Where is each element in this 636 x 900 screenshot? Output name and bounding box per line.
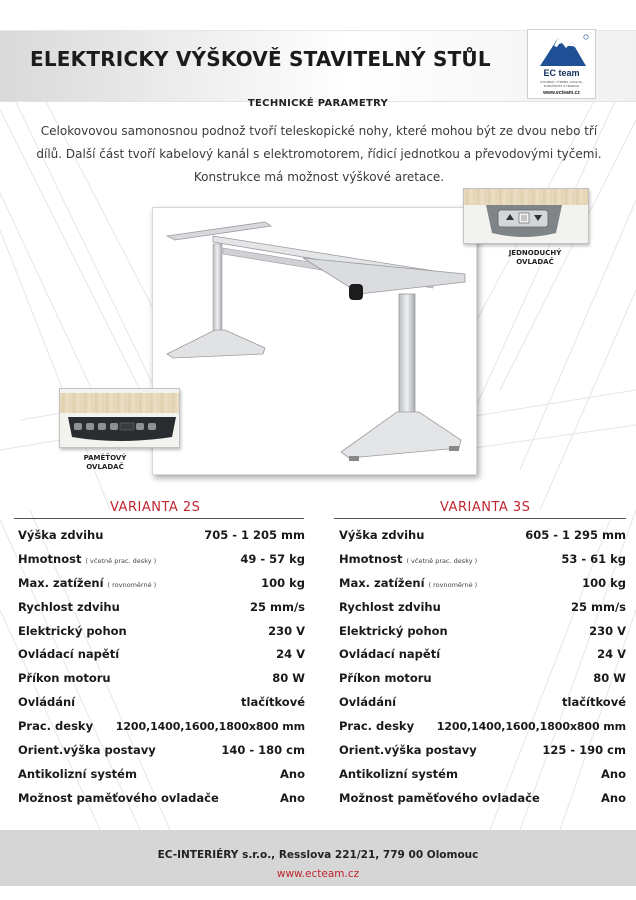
spec-label-text: Příkon motoru [339, 671, 432, 686]
spec-value: 125 - 190 cm [542, 743, 626, 758]
logo-brand-text: EC team [543, 68, 580, 78]
spec-label-text: Hmotnost [339, 551, 403, 566]
spec-label [18, 667, 111, 691]
simple-controller-caption: JEDNODUCHÝ OVLADAČ [508, 249, 562, 266]
spec-label [339, 763, 458, 787]
spec-row [18, 763, 305, 787]
spec-row [18, 787, 305, 811]
spec-label-text: Elektrický pohon [18, 623, 127, 638]
spec-row [339, 691, 626, 715]
spec-value: 80 W [272, 671, 305, 686]
spec-value: 140 - 180 cm [221, 743, 305, 758]
memory-controller-photo [59, 388, 180, 448]
spec-label-text: Ovládání [339, 695, 397, 710]
spec-label-text: Max. zatížení [18, 575, 104, 590]
spec-label-text: Výška zdvihu [18, 528, 104, 542]
spec-label-note: ( včetně prac. desky ) [406, 556, 478, 565]
spec-row [339, 643, 626, 667]
spec-row [18, 739, 305, 763]
spec-value: Ano [601, 766, 626, 781]
spec-value: 53 - 61 kg [561, 551, 626, 566]
spec-label [18, 596, 120, 620]
spec-value: 100 kg [261, 575, 305, 590]
spec-label-text: Elektrický pohon [339, 623, 448, 638]
spec-value: Ano [601, 790, 626, 805]
logo-mountain-icon [532, 32, 592, 68]
spec-value: 705 - 1 205 mm [204, 528, 305, 542]
spec-row [339, 763, 626, 787]
spec-row [18, 572, 305, 596]
desk-frame-illustration [153, 208, 476, 474]
spec-label [18, 715, 93, 739]
spec-label-text: Ovládací napětí [339, 647, 441, 662]
simple-controller-illustration [464, 189, 588, 243]
spec-label [18, 620, 127, 644]
spec-label-text: Ovládání [18, 695, 76, 710]
variant-3s-divider [334, 518, 626, 519]
spec-row [339, 548, 626, 572]
spec-label-note: ( včetně prac. desky ) [85, 556, 157, 565]
variant-3s-title: VARIANTA 3S [440, 500, 531, 515]
variant-3s-spec-table [339, 524, 626, 811]
spec-label-text: Prac. desky [339, 719, 415, 734]
spec-label-text: Možnost paměťového ovladače [18, 790, 219, 805]
spec-label [18, 691, 75, 715]
spec-row [339, 596, 626, 620]
spec-value: 605 - 1 295 mm [525, 528, 626, 542]
variant-2s-title: VARIANTA 2S [110, 500, 201, 515]
desk-frame-photo [152, 207, 477, 475]
spec-value: 25 mm/s [570, 599, 626, 614]
memory-controller-illustration [60, 389, 179, 447]
spec-label [18, 787, 219, 811]
spec-value: 230 V [268, 623, 305, 638]
memory-controller-caption: PAMĚŤOVÝ OVLADAČ [83, 454, 127, 471]
logo-url: www.ecteam.cz [543, 90, 580, 96]
variant-2s-spec-table [18, 524, 305, 811]
intro-paragraph: Celokovovou samonosnou podnož tvoří teleskopické nohy, které mohou být ze dvou nebo tří dílů. Další část tvoří kabelový kanál s elektromotorem, řídicí jednotkou a převodovými tyčemi. Konstrukce má možnost výškové aretace. [36, 124, 602, 184]
footer-company-address: EC-INTERIÉRY s.r.o., Resslova 221/21, 779 00 Olomouc [157, 849, 479, 861]
spec-label [18, 572, 156, 598]
spec-label-note: ( rovnoměrné ) [428, 580, 478, 589]
spec-label-text: Ovládací napětí [18, 647, 120, 662]
ec-team-logo [527, 29, 596, 99]
spec-label [339, 524, 424, 548]
spec-label [339, 548, 477, 574]
spec-label-note: ( rovnoměrné ) [107, 580, 157, 589]
spec-value: 24 V [597, 647, 626, 662]
spec-value: 1200,1400,1600,1800x800 mm [115, 720, 305, 734]
spec-label [339, 739, 477, 763]
spec-value: tlačítkové [562, 695, 626, 710]
spec-value: 24 V [276, 647, 305, 662]
spec-label-text: Rychlost zdvihu [339, 599, 441, 614]
spec-value: 230 V [589, 623, 626, 638]
spec-label [339, 787, 540, 811]
spec-label [339, 691, 396, 715]
spec-row [339, 787, 626, 811]
footer-website-link[interactable]: www.ecteam.cz [276, 868, 360, 880]
spec-label-text: Hmotnost [18, 551, 82, 566]
spec-label [18, 739, 156, 763]
spec-label [18, 643, 119, 667]
spec-label-text: Max. zatížení [339, 575, 425, 590]
spec-row [18, 548, 305, 572]
spec-value: 100 kg [582, 575, 626, 590]
spec-row [18, 596, 305, 620]
variant-2s-divider [14, 518, 304, 519]
spec-value: 25 mm/s [249, 599, 305, 614]
spec-label [339, 715, 414, 739]
spec-label-text: Antikolizní systém [339, 766, 458, 781]
spec-value: Ano [280, 790, 305, 805]
spec-value: 49 - 57 kg [240, 551, 305, 566]
spec-row [339, 715, 626, 739]
spec-label [339, 643, 440, 667]
spec-label-text: Možnost paměťového ovladače [339, 790, 540, 805]
spec-label [18, 548, 156, 574]
spec-row [18, 715, 305, 739]
spec-row [18, 643, 305, 667]
spec-label-text: Orient.výška postavy [18, 743, 156, 758]
spec-label [339, 667, 432, 691]
spec-label [18, 524, 103, 548]
spec-row [18, 524, 305, 548]
spec-row [339, 620, 626, 644]
section-heading: TECHNICKÉ PARAMETRY [247, 98, 389, 109]
spec-row [18, 691, 305, 715]
spec-label [339, 572, 477, 598]
spec-value: Ano [280, 766, 305, 781]
simple-controller-photo [463, 188, 589, 244]
spec-label [18, 763, 137, 787]
spec-label-text: Příkon motoru [18, 671, 111, 686]
spec-label [339, 620, 448, 644]
spec-row [18, 667, 305, 691]
spec-label-text: Prac. desky [18, 719, 94, 734]
spec-row [339, 524, 626, 548]
spec-row [18, 620, 305, 644]
spec-label [339, 596, 441, 620]
spec-value: tlačítkové [241, 695, 305, 710]
spec-value: 1200,1400,1600,1800x800 mm [436, 720, 626, 734]
logo-tagline: SYSTÉMY, VÝROBA, KVALITA, FUNKČNOST & TRADICE [540, 80, 583, 88]
spec-label-text: Výška zdvihu [339, 528, 425, 542]
spec-value: 80 W [593, 671, 626, 686]
spec-row [339, 572, 626, 596]
spec-row [339, 739, 626, 763]
spec-row [339, 667, 626, 691]
spec-label-text: Rychlost zdvihu [18, 599, 120, 614]
spec-label-text: Antikolizní systém [18, 766, 137, 781]
spec-label-text: Orient.výška postavy [339, 743, 477, 758]
page-title: ELEKTRICKY VÝŠKOVĚ STAVITELNÝ STŮL [30, 47, 491, 71]
